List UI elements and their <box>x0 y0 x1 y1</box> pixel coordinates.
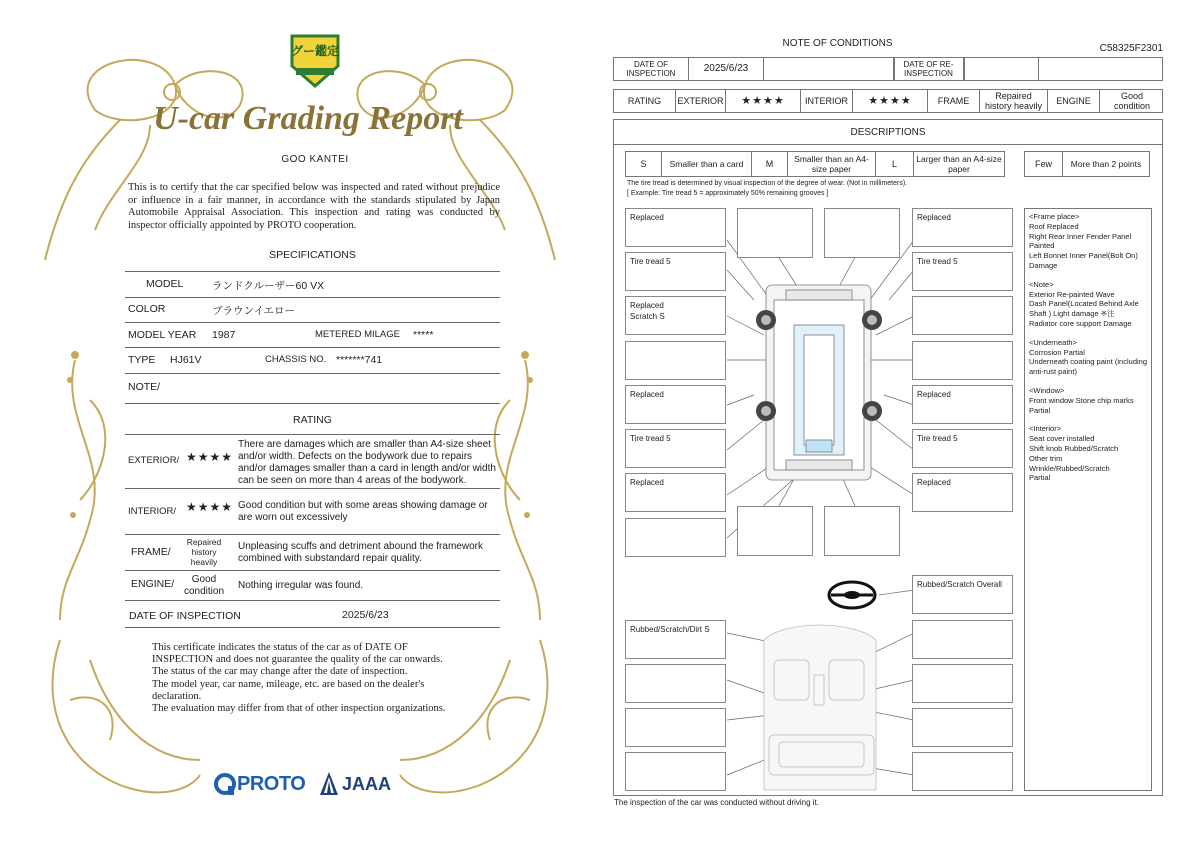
damage-box: Tire tread 5 <box>912 429 1013 468</box>
frame-label: FRAME <box>928 90 980 112</box>
goo-kantei-badge <box>286 32 344 88</box>
divider <box>125 373 500 374</box>
damage-box <box>912 664 1013 703</box>
report-title: U-car Grading Report <box>153 100 463 137</box>
damage-box: Rubbed/Scratch/Dirt S <box>625 620 726 659</box>
divider <box>125 347 500 348</box>
legend-s: S <box>626 152 662 176</box>
note-line: Partial <box>1029 473 1051 483</box>
interior-description: Good condition but with some areas showing damage or are worn out excessively <box>238 500 488 523</box>
proto-icon <box>213 771 239 797</box>
note-line: <Interior> <box>1029 424 1062 434</box>
jaaa-text: JAAA <box>342 774 392 794</box>
divider <box>125 570 500 571</box>
divider <box>125 403 500 404</box>
damage-box <box>912 620 1013 659</box>
damage-box <box>625 296 726 335</box>
damage-box: Replaced <box>625 473 726 512</box>
note-line: Front window Stone chip marks Partial <box>1029 395 1134 415</box>
note-line <box>1029 271 1147 280</box>
damage-label: Scratch S <box>630 312 665 321</box>
sheet-title: NOTE OF CONDITIONS <box>782 38 893 49</box>
exterior-label: EXTERIOR/ <box>128 455 180 466</box>
legend-few-desc: More than 2 points <box>1070 159 1142 169</box>
steering-wheel-icon <box>829 582 875 608</box>
engine-description: Nothing irregular was found. <box>238 580 364 591</box>
note-label: NOTE/ <box>128 381 161 393</box>
legend-l-desc: Larger than an A4-size paper <box>916 154 1002 174</box>
footer-line: INSPECTION and does not guarantee the quality of the car onwards. <box>152 654 443 666</box>
note-line: Radiator core support Damage <box>1029 318 1132 328</box>
exterior-stars: ★★★★ <box>726 90 801 112</box>
interior-label: INTERIOR/ <box>128 506 177 517</box>
engine-value: Good condition <box>1113 91 1151 111</box>
divider <box>125 627 500 628</box>
damage-box: Tire tread 5 <box>625 252 726 291</box>
exterior-label: EXTERIOR <box>676 90 726 112</box>
damage-box <box>625 341 726 380</box>
damage-label: Replaced <box>630 301 664 310</box>
frame-description: Unpleasing scuffs and detriment abound the framework combined with substandard repair quality. <box>238 541 483 564</box>
model-label: MODEL <box>146 278 184 290</box>
legend-few: Few <box>1025 152 1063 176</box>
note-line: Other trim <box>1029 453 1063 463</box>
damage-box: Replaced <box>912 385 1013 424</box>
date-row-blank <box>764 58 894 80</box>
interior-stars: ★★★★ <box>853 90 928 112</box>
damage-box <box>625 518 726 557</box>
report-subtitle: GOO KANTEI <box>281 154 349 165</box>
divider <box>125 534 500 535</box>
note-line: Right Rear Inner Fender Panel Painted <box>1029 231 1132 251</box>
footer-line: declaration. <box>152 690 202 702</box>
note-line: <Frame place> <box>1029 212 1080 221</box>
divider <box>125 271 500 272</box>
note-line: <Underneath> <box>1029 337 1077 347</box>
model-year-value: 1987 <box>212 329 236 341</box>
note-line: Underneath coating paint (including anti-rust paint) <box>1029 357 1147 377</box>
damage-box <box>824 208 900 258</box>
rating-heading: RATING <box>293 414 332 426</box>
date-reinspection-value <box>964 58 1039 80</box>
date-inspection-value: 2025/6/23 <box>689 58 764 80</box>
note-line <box>1029 415 1147 424</box>
note-line: Wrinkle/Rubbed/Scratch <box>1029 463 1110 473</box>
badge-text: グー鑑定 <box>290 44 339 58</box>
type-value: HJ61V <box>170 354 202 366</box>
damage-box <box>737 208 813 258</box>
engine-value: Good condition <box>183 574 225 597</box>
proto-logo <box>213 770 313 798</box>
rating-label: RATING <box>614 90 676 112</box>
engine-label: ENGINE <box>1048 90 1100 112</box>
divider <box>125 600 500 601</box>
rating-row <box>613 89 1163 113</box>
interior-stars: ★★★★ <box>186 500 234 514</box>
note-line: Roof Replaced <box>1029 221 1079 231</box>
damage-box <box>625 708 726 747</box>
legend-m-desc: Smaller than an A4-size paper <box>788 152 876 176</box>
interior-label: INTERIOR <box>801 90 853 112</box>
tire-note: The tire tread is determined by visual inspection of the degree of wear. (Not in millimeters). <box>627 180 908 187</box>
descriptions-panel <box>613 119 1163 796</box>
damage-box <box>737 506 813 556</box>
certificate-footer <box>152 642 492 715</box>
note-line <box>1029 377 1147 386</box>
damage-box: Replaced <box>912 208 1013 247</box>
note-of-conditions-sheet <box>600 0 1200 848</box>
notes-column <box>1024 208 1152 791</box>
mileage-label: METERED MILAGE <box>315 329 400 340</box>
divider <box>125 434 500 435</box>
footer-line: The model year, car name, mileage, etc. are based on the dealer's <box>152 678 425 690</box>
note-line: <Window> <box>1029 385 1065 395</box>
color-value: ブラウンイエロー <box>212 305 296 317</box>
sheet-footer: The inspection of the car was conducted without driving it. <box>614 798 819 807</box>
frame-label: FRAME/ <box>131 546 171 558</box>
chassis-value: *******741 <box>336 354 383 366</box>
damage-box <box>912 296 1013 335</box>
divider <box>125 322 500 323</box>
model-value: ランドクルーザー60 VX <box>212 280 325 292</box>
descriptions-heading: DESCRIPTIONS <box>614 120 1162 145</box>
damage-box: Replaced <box>625 385 726 424</box>
damage-box: Replaced <box>625 208 726 247</box>
proto-text: PROTO <box>237 773 306 795</box>
date-reinspection-label: DATE OF RE-INSPECTION <box>894 58 964 80</box>
date-inspection-label: DATE OF INSPECTION <box>614 58 689 80</box>
note-line: Shift knob Rubbed/Scratch <box>1029 443 1119 453</box>
date-row-blank <box>1039 58 1164 80</box>
date-of-inspection-label: DATE OF INSPECTION <box>129 610 241 622</box>
mileage-value: ***** <box>413 329 434 341</box>
damage-box <box>625 752 726 791</box>
damage-box <box>912 341 1013 380</box>
note-line: Seat cover installed <box>1029 434 1095 444</box>
legend-l: L <box>876 152 914 176</box>
footer-line: The status of the car may change after the date of inspection. <box>152 666 408 678</box>
divider <box>125 297 500 298</box>
chassis-label: CHASSIS NO. <box>265 354 327 365</box>
specs-heading: SPECIFICATIONS <box>269 249 356 261</box>
exterior-stars: ★★★★ <box>186 450 234 464</box>
footer-line: The evaluation may differ from that of other inspection organizations. <box>152 703 446 715</box>
damage-box: Replaced <box>912 473 1013 512</box>
color-label: COLOR <box>128 303 166 315</box>
frame-value: Repaired history heavily <box>186 537 222 567</box>
date-row <box>613 57 1163 81</box>
footer-line: This certificate indicates the status of the car as of DATE OF <box>152 642 408 653</box>
jaaa-icon <box>318 771 340 797</box>
damage-box <box>824 506 900 556</box>
damage-box <box>912 752 1013 791</box>
exterior-description: There are damages which are smaller than A4-size sheet and/or width. Defects on the bodywork due to repairs and/or damages smaller than a card in length and/or width can be seen on more than 4 areas of the bodywork. <box>238 439 496 486</box>
date-of-inspection-value: 2025/6/23 <box>342 609 389 621</box>
sheet-code: C58325F2301 <box>1099 43 1163 54</box>
damage-box: Rubbed/Scratch Overall <box>912 575 1013 614</box>
legend-m: M <box>752 152 788 176</box>
damage-box <box>912 708 1013 747</box>
type-label: TYPE <box>128 354 156 366</box>
frame-value: Repaired history heavily <box>980 90 1048 112</box>
certificate-intro: This is to certify that the car specified below was inspected and rated without prejudice or influence in a fair manner, in accordance with the standards stipulated by Japan Automobile Appraisal Association. This inspection and rating was conducted by inspector officially appointed by PROTO cooperation. <box>128 182 500 231</box>
tire-example: [ Example: Tire tread 5 = approximately 50% remaining grooves ] <box>627 190 829 197</box>
note-line: Dash Panel(Located Behind Axle Shaft ) Light damage ※注 <box>1029 299 1139 319</box>
note-line: Left Bonnet Inner Panel(Bolt On) Damage <box>1029 251 1138 270</box>
engine-label: ENGINE/ <box>131 578 175 590</box>
jaaa-logo <box>318 770 398 798</box>
damage-box <box>625 664 726 703</box>
model-year-label: MODEL YEAR <box>128 329 197 341</box>
note-line: Exterior Re-painted Wave <box>1029 289 1115 299</box>
legend-s-desc: Smaller than a card <box>662 152 752 176</box>
note-line: <Note> <box>1029 279 1054 289</box>
damage-box: Tire tread 5 <box>912 252 1013 291</box>
note-line: Corrosion Partial <box>1029 347 1085 357</box>
note-line <box>1029 329 1147 338</box>
divider <box>125 488 500 489</box>
damage-box: Tire tread 5 <box>625 429 726 468</box>
